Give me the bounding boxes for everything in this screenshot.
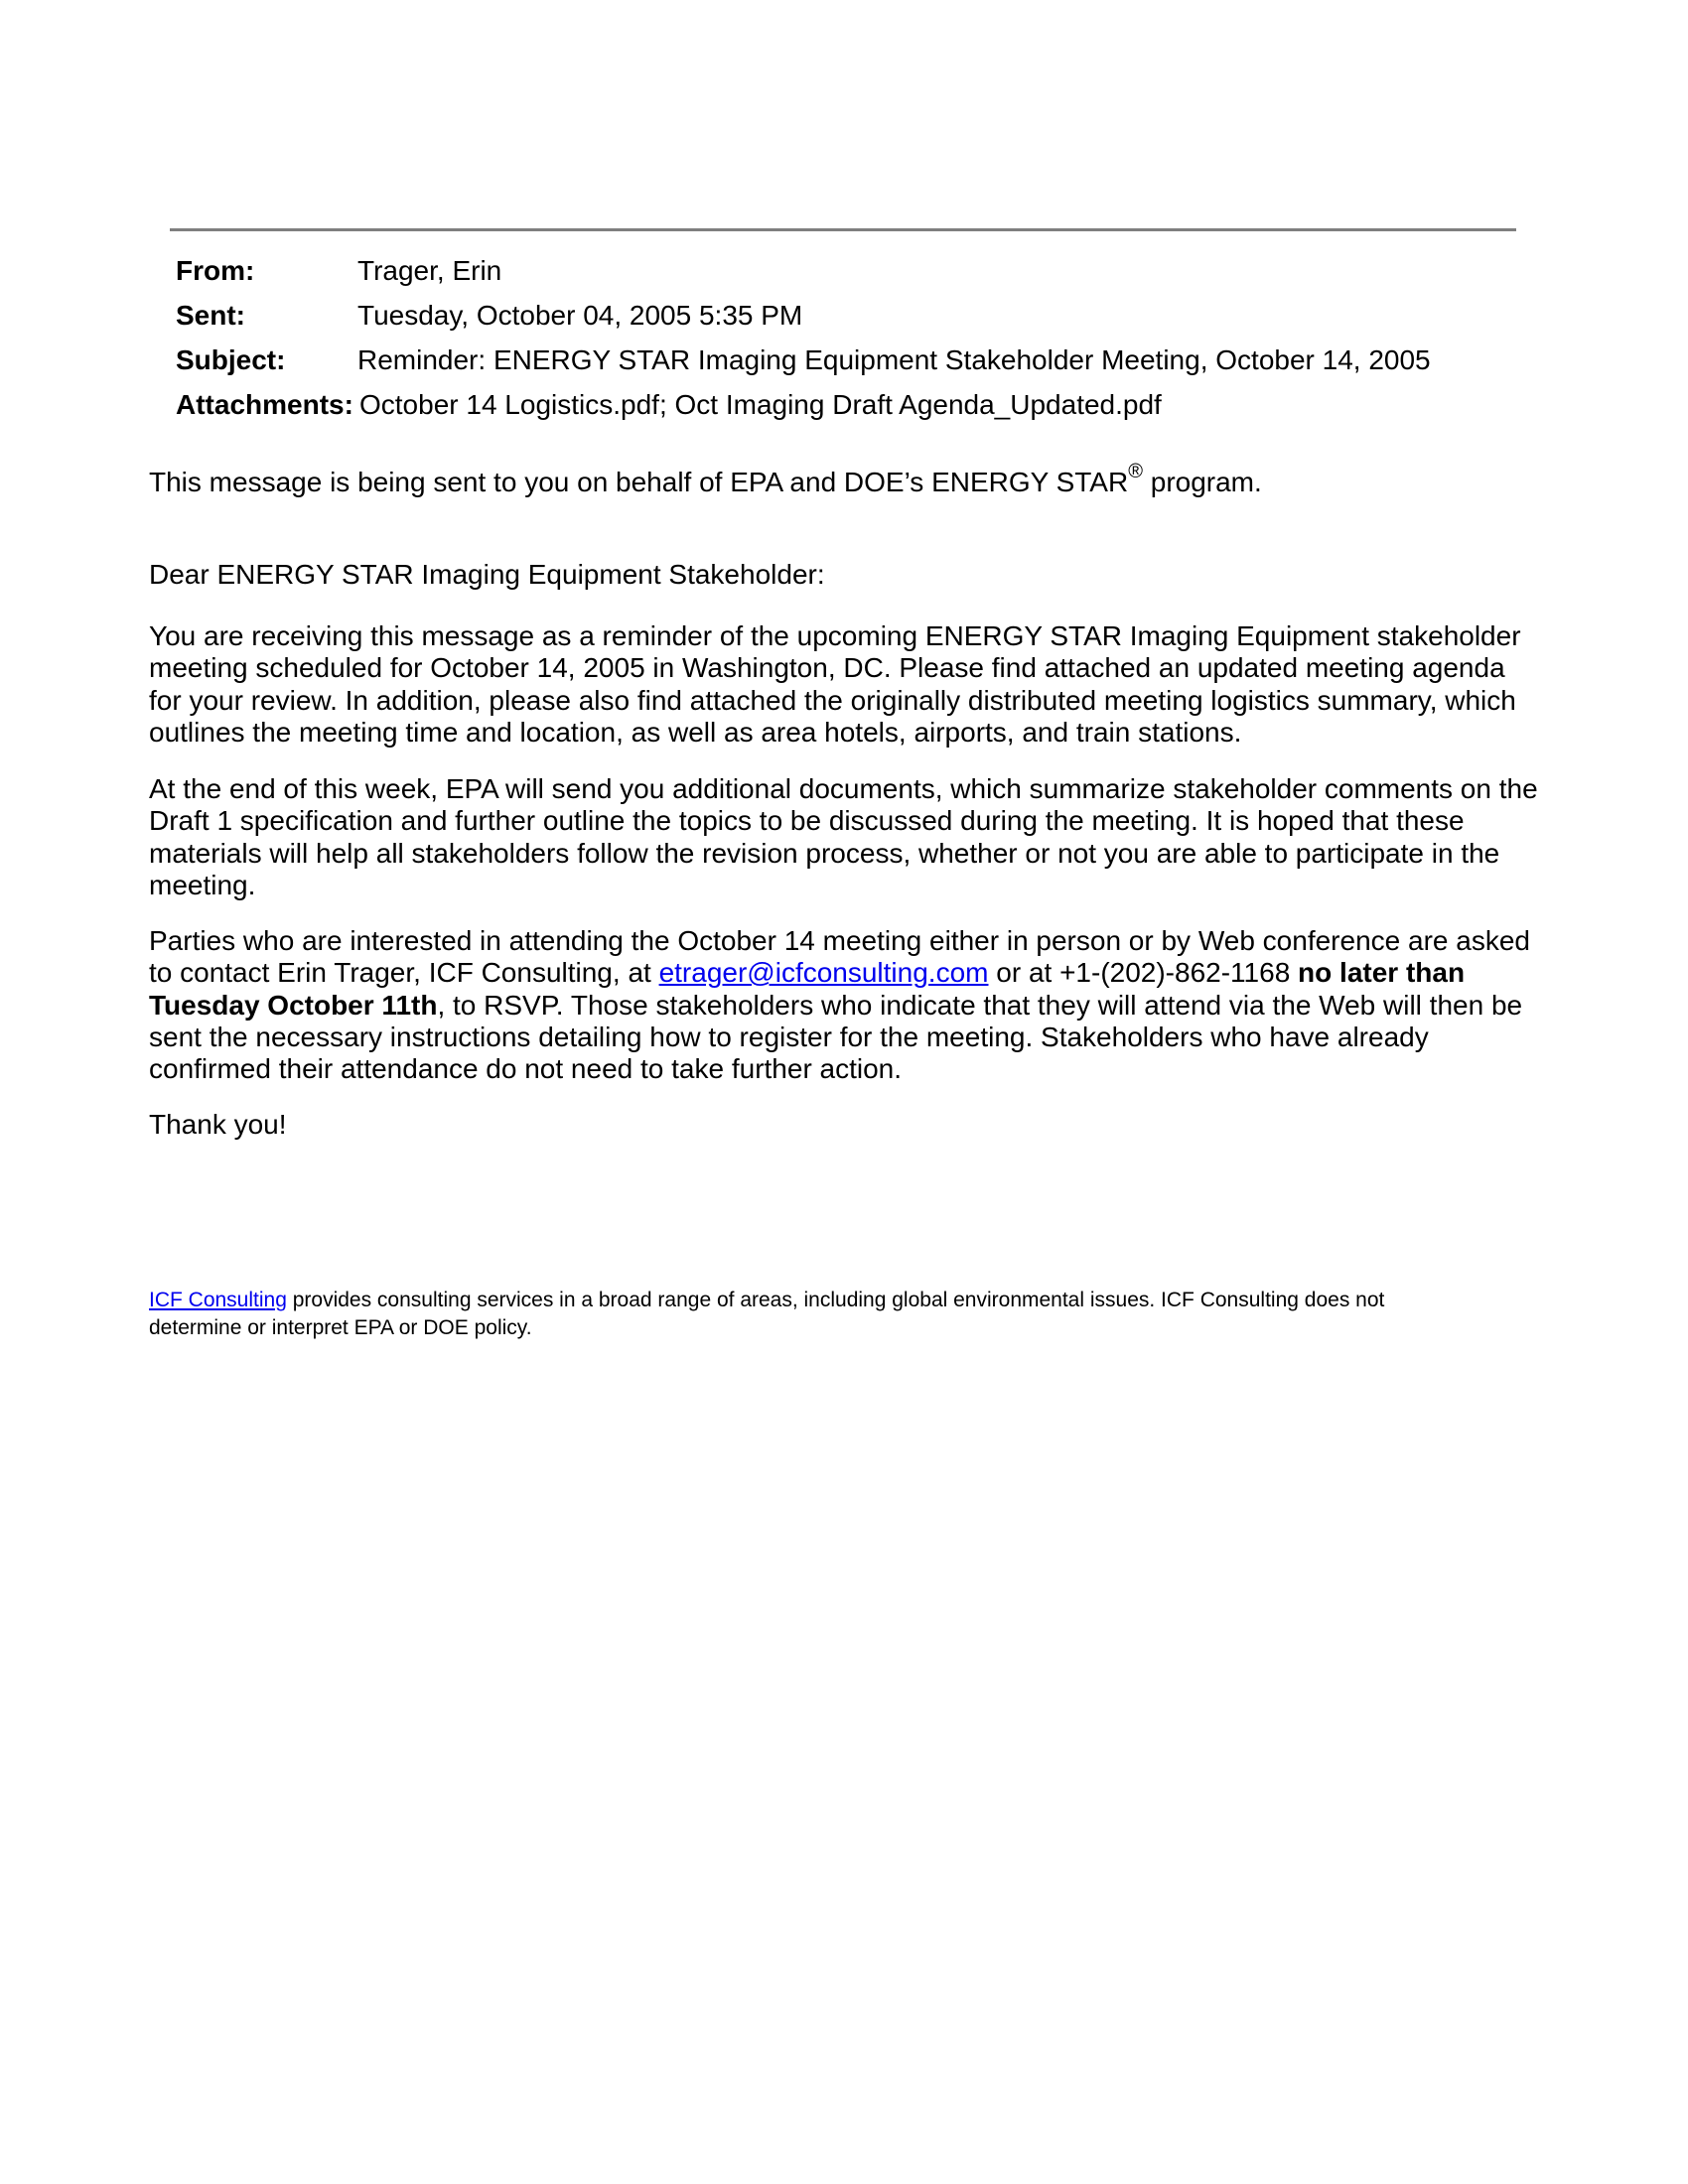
header-divider [170,228,1516,231]
sent-value: Tuesday, October 04, 2005 5:35 PM [357,300,803,331]
subject-label: Subject: [176,344,286,375]
rsvp-deadline: no later than Tuesday October 11th [149,957,1466,1021]
email-header [176,248,1526,427]
intro-text-after: program. [1142,467,1262,497]
subject-row [176,338,1526,382]
sent-row [176,293,1526,338]
rsvp-text-1: Parties who are interested in attending the October 14 meeting either in person or by Web conference are asked to contact Erin Trager, ICF Consulting, at [149,925,1530,989]
icf-consulting-link[interactable]: ICF Consulting [149,1289,287,1311]
closing: Thank you! [149,1109,287,1140]
from-value: Trager, Erin [357,255,502,286]
attachments-row [176,382,1526,427]
attachments-value[interactable]: October 14 Logistics.pdf; Oct Imaging Draft Agenda_Updated.pdf [359,389,1162,420]
contact-email-link[interactable]: etrager@icfconsulting.com [658,957,989,989]
intro-text: This message is being sent to you on behalf of EPA and DOE’s ENERGY STAR [149,467,1129,497]
intro-line [149,461,1539,498]
registered-mark: ® [1128,461,1143,482]
from-row [176,248,1526,293]
sent-label: Sent: [176,300,245,331]
subject-value: Reminder: ENERGY STAR Imaging Equipment Stakeholder Meeting, October 14, 2005 [357,344,1431,375]
footer-text: provides consulting services in a broad range of areas, including global environmental issues. ICF Consulting does not determine or interpret EPA or DOE policy. [149,1289,1385,1339]
paragraph-reminder: You are receiving this message as a reminder of the upcoming ENERGY STAR Imaging Equipment stakeholder meeting scheduled for October 14, 2005 in Washington, DC. Please find attached an updated meeting agenda for your review. In addition, please also find attached the originally distributed meeting logistics summary, which outlines the meeting time and location, as well as area hotels, airports, and train stations. [149,620,1521,748]
greeting: Dear ENERGY STAR Imaging Equipment Stakeholder: [149,559,825,590]
attachments-label: Attachments: [176,389,353,420]
from-label: From: [176,255,255,286]
rsvp-text-3: , to RSVP. Those stakeholders who indicate that they will attend via the Web will then be sent the necessary instructions detailing how to register for the meeting. Stakeholders who have already confirmed their attendance do not need to take further action. [149,989,1523,1085]
paragraph-rsvp [149,925,1539,1085]
paragraph-documents: At the end of this week, EPA will send you additional documents, which summarize stakeholder comments on the Draft 1 specification and further outline the topics to be discussed during the meeting. It is hoped that these materials will help all stakeholders follow the revision process, whether or not you are able to participate in the meeting. [149,773,1538,900]
rsvp-text-2: or at +1-(202)-862-1168 [988,957,1299,989]
footer-disclaimer [149,1287,1440,1342]
